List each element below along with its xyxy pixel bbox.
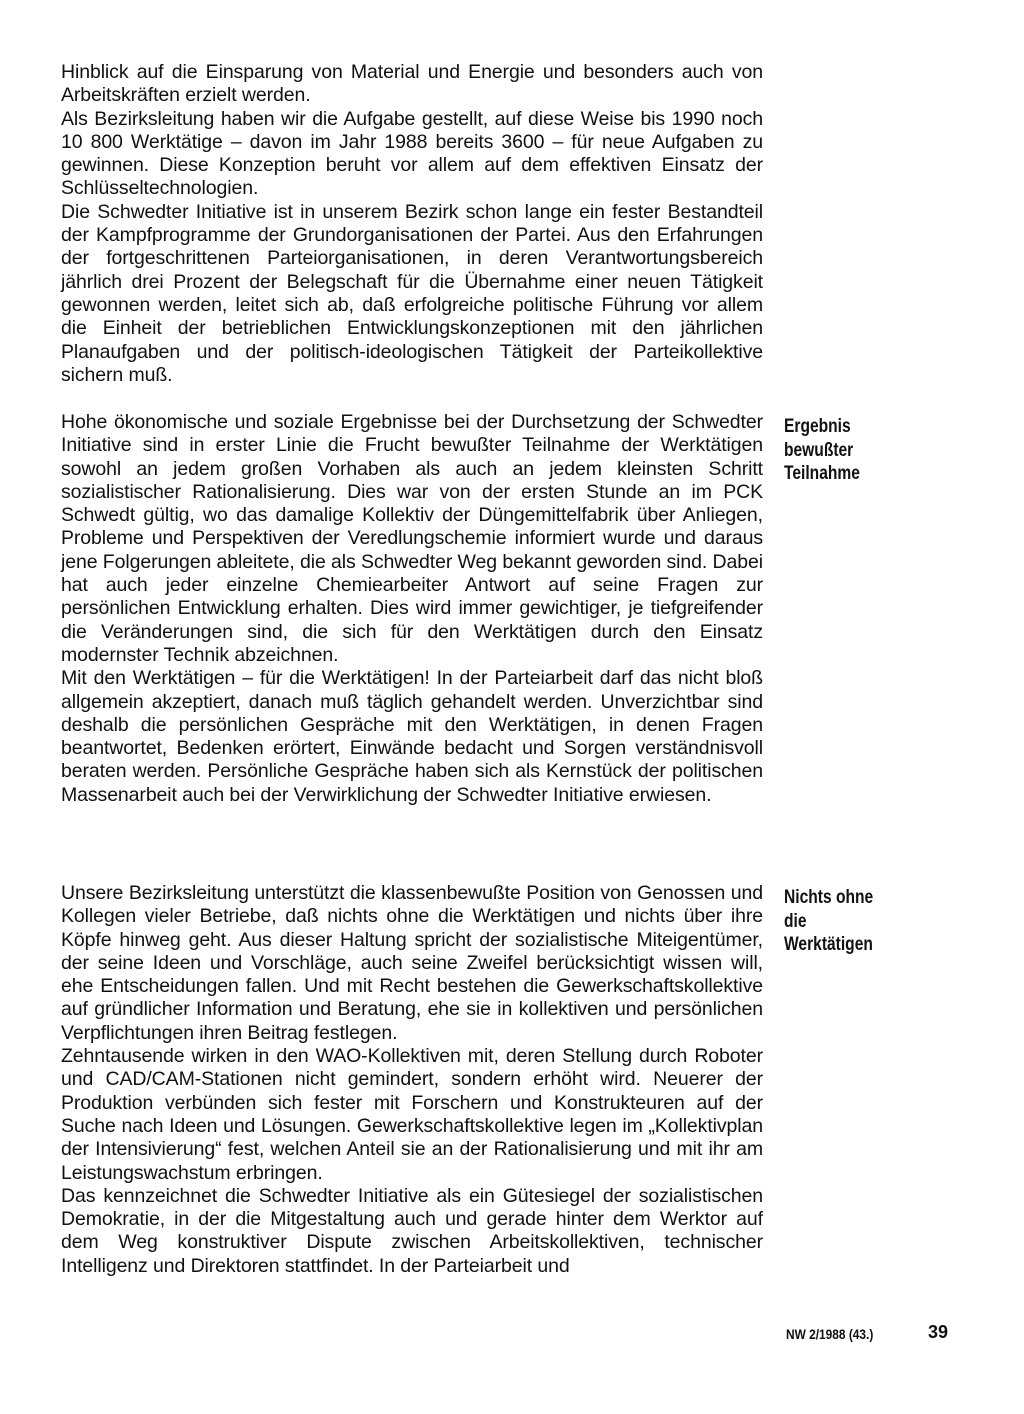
section-ergebnis (61, 411, 763, 807)
paragraph: Das kennzeichnet die Schwedter Initiative als ein Gütesiegel der sozialistischen Demokratie, in der die Mitgestaltung auch und gerade hinter dem Werktor auf dem Weg konstruktiver Dispute zwischen Arbeitskollektiven, technischer Intelligenz und Direktoren stattfindet. In der Parteiarbeit und (61, 1184, 763, 1277)
paragraph: Hinblick auf die Einsparung von Material und Energie und besonders auch von Arbeitskräften erzielt werden. (61, 61, 763, 107)
paragraph: Mit den Werktätigen – für die Werktätigen! In der Parteiarbeit darf das nicht bloß allgemein akzeptiert, danach muß täglich gehandelt werden. Unverzichtbar sind deshalb die persönlichen Gespräche mit den Werktätigen, in denen Fragen beantwortet, Bedenken erörtert, Einwände bedacht und Sorgen verständnisvoll beraten werden. Persönliche Gespräche haben sich als Kernstück der politischen Massenarbeit auch bei der Verwirklichung der Schwedter Initiative erwiesen. (61, 667, 763, 806)
paragraph: Als Bezirksleitung haben wir die Aufgabe gestellt, auf diese Weise bis 1990 noch 10 800 Werktätige – davon im Jahr 1988 bereits 3600 – für neue Aufgaben zu gewinnen. Diese Konzeption beruht vor allem auf dem effektiven Einsatz der Schlüsseltechnologien. (61, 107, 763, 200)
paragraph: Zehntausende wirken in den WAO-Kollektiven mit, deren Stellung durch Roboter und CAD/CAM-Stationen nicht gemindert, sondern erhöht wird. Neuerer der Produktion verbünden sich fester mit Forschern und Konstrukteuren auf der Suche nach Ideen und Lösungen. Gewerkschaftskollektive legen im „Kollektivplan der Intensivierung“ fest, welchen Anteil sie an der Rationalisierung und mit ihr am Leistungswachstum erbringen. (61, 1045, 763, 1184)
page-number: 39 (928, 1322, 949, 1342)
paragraph: Unsere Bezirksleitung unterstützt die klassenbewußte Position von Genossen und Kollegen vieler Betriebe, daß nichts ohne die Werktätigen und nichts über ihre Köpfe hinweg geht. Aus dieser Haltung spricht der sozialistische Miteigentümer, der seine Ideen und Vorschläge, auch seine Zweifel berücksichtigt wissen will, ehe Entscheidungen fallen. Und mit Recht bestehen die Gewerkschaftskollektive auf gründlicher Information und Beratung, ehe sie in kollektiven und persönlichen Verpflichtungen ihren Beitrag festlegen. (61, 882, 763, 1044)
section-intro (61, 61, 763, 387)
side-heading-ergebnis: Ergebnis bewußter Teilnahme (784, 416, 860, 484)
issue-reference: NW 2/1988 (43.) (786, 1326, 874, 1342)
section-nichts-ohne (61, 882, 763, 1278)
side-heading-nichts-ohne: Nichts ohne die Werktätigen (784, 887, 874, 955)
paragraph: Die Schwedter Initiative ist in unserem Bezirk schon lange ein fester Bestandteil der Kampfprogramme der Grundorganisationen der Partei. Aus den Erfahrungen der fortgeschrittenen Parteiorganisationen, in deren Verantwortungsbereich jährlich drei Prozent der Belegschaft für die Übernahme einer neuen Tätigkeit gewonnen werden, leitet sich ab, daß erfolgreiche politische Führung vor allem die Einheit der betrieblichen Entwicklungskonzeptionen mit den jährlichen Planaufgaben und der politisch-ideologischen Tätigkeit der Parteikollektive sichern muß. (61, 200, 763, 386)
paragraph: Hohe ökonomische und soziale Ergebnisse bei der Durchsetzung der Schwedter Initiative sind in erster Linie die Frucht bewußter Teilnahme der Werktätigen sowohl an jedem großen Vorhaben als auch an jedem kleinsten Schritt sozialistischer Rationalisierung. Dies war von der ersten Stunde an im PCK Schwedt gültig, wo das damalige Kollektiv der Düngemittelfabrik über Anliegen, Probleme und Perspektiven der Veredlungschemie informiert wurde und daraus jene Folgerungen ableitete, die als Schwedter Weg bekannt geworden sind. Dabei hat auch jeder einzelne Chemiearbeiter Antwort auf seine Fragen zur persönlichen Entwicklung erhalten. Dies wird immer gewichtiger, je tiefgreifender die Veränderungen sind, die sich für den Werktätigen durch den Einsatz modernster Technik abzeichnen. (61, 411, 763, 666)
